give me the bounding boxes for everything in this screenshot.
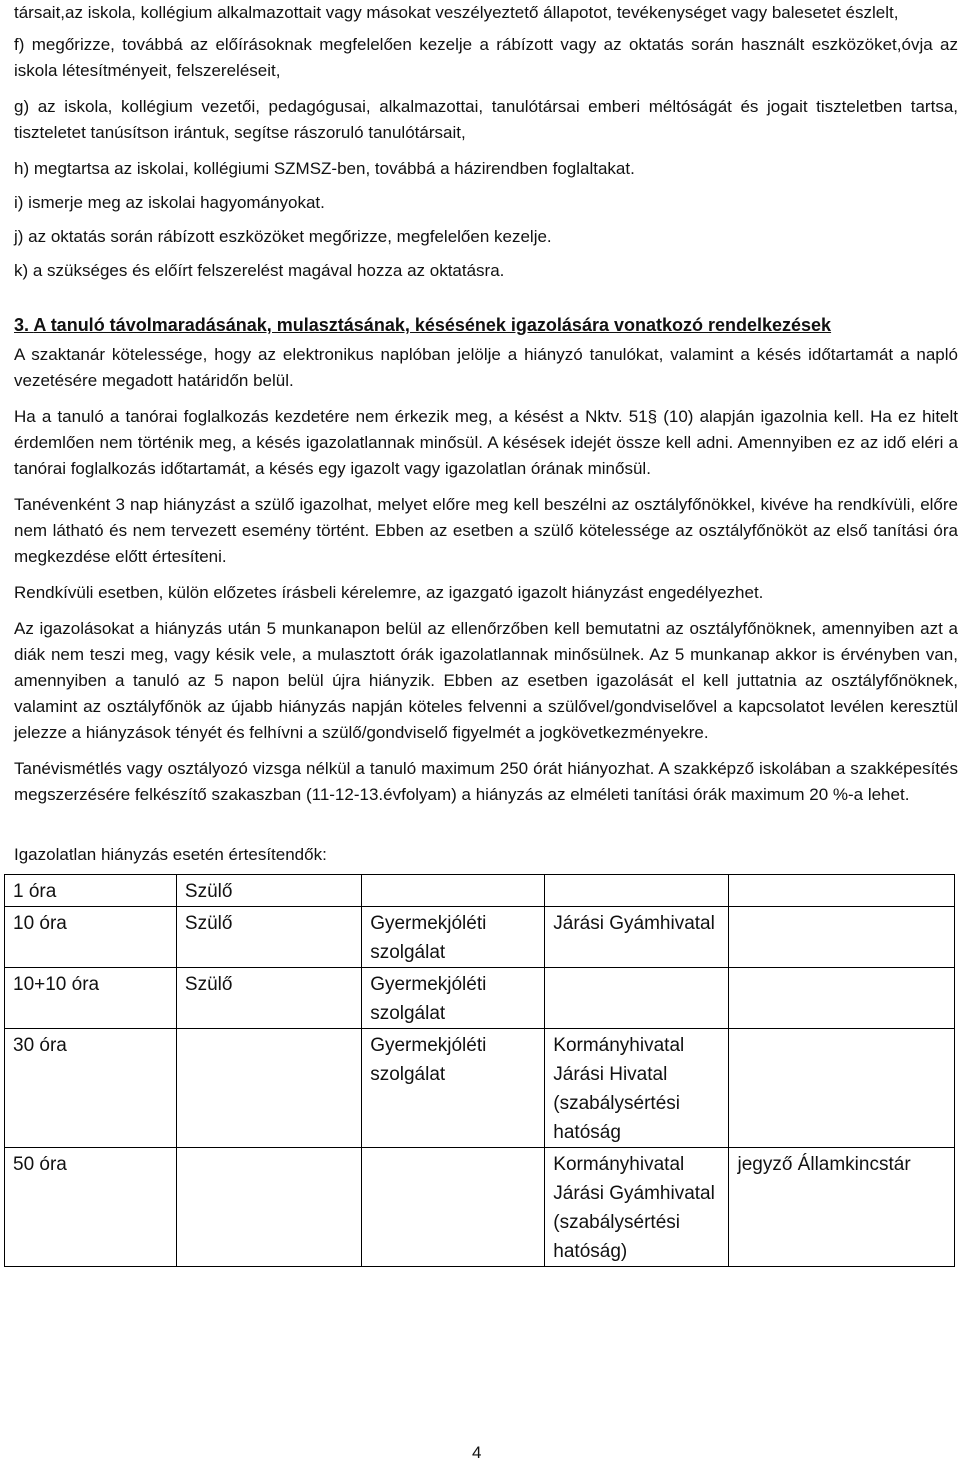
section-heading bbox=[14, 312, 958, 338]
table-cell: Kormányhivatal Járási Gyámhivatal (szabálysértési hatóság) bbox=[545, 1148, 729, 1267]
table-cell: Gyermekjóléti szolgálat bbox=[362, 1029, 545, 1148]
table-cell bbox=[176, 1148, 361, 1267]
table-row bbox=[5, 1029, 955, 1148]
table-cell: 10+10 óra bbox=[5, 968, 177, 1029]
table-row bbox=[5, 1148, 955, 1267]
paragraph: Ha a tanuló a tanórai foglalkozás kezdetére nem érkezik meg, a késést a Nktv. 51§ (10) alapján igazolnia kell. Ha ez hitelt érdemlően nem történik meg, a késés igazolatlannak minősül. A késések idejét össze kell adni. Amennyiben ez az idő eléri a tanórai foglalkozás időtartamát, a késés egy igazolt vagy igazolatlan órának minősül. bbox=[14, 407, 958, 478]
table-cell: Gyermekjóléti szolgálat bbox=[362, 968, 545, 1029]
table-cell: Kormányhivatal Járási Hivatal (szabálysértési hatóság bbox=[545, 1029, 729, 1148]
table-cell: Szülő bbox=[176, 907, 361, 968]
notification-table bbox=[4, 874, 955, 1267]
list-item-i: i) ismerje meg az iskolai hagyományokat. bbox=[14, 193, 325, 212]
table-cell: Járási Gyámhivatal bbox=[545, 907, 729, 968]
table-cell bbox=[729, 907, 955, 968]
table-row bbox=[5, 968, 955, 1029]
table-cell bbox=[176, 1029, 361, 1148]
table-cell bbox=[362, 875, 545, 907]
list-item-k: k) a szükséges és előírt felszerelést magával hozza az oktatásra. bbox=[14, 261, 505, 280]
table-cell bbox=[545, 875, 729, 907]
paragraph: Tanévenként 3 nap hiányzást a szülő igazolhat, melyet előre meg kell beszélni az osztályfőnökkel, kivéve ha rendkívüli, előre nem látható és nem tervezett esemény történt. Ebben az esetben a szülő kötelessége az osztályfőnököt az első tanítási óra megkezdése előtt értesíteni. bbox=[14, 495, 958, 566]
paragraph: Az igazolásokat a hiányzás után 5 munkanapon belül az ellenőrzőben kell bemutatni az osztályfőnöknek, amennyiben azt a diák nem teszi meg, vagy késik vele, a mulasztott órák igazolatlannak minősülnek. Az 5 munkanap akkor is érvényben van, amennyiben a tanuló az 5 napon belül újra hiányzik. Ebben az esetben igazolását el kell juttatnia az osztályfőnöknek, valamint az osztályfőnök az újabb hiányzás napján köteles felvenni a szülővel/gondviselővel a kapcsolatot levélen keresztül jelezze a hiányzások tényét és felhívni a szülő/gondviselő figyelmét a jogkövetkezményekre. bbox=[14, 619, 958, 742]
section-title: A tanuló távolmaradásának, mulasztásának, késésének igazolására vonatkozó rendelkezések bbox=[33, 315, 832, 335]
list-item-h: h) megtartsa az iskolai, kollégiumi SZMSZ-ben, továbbá a házirendben foglaltakat. bbox=[14, 159, 635, 178]
list-item-continued: társait,az iskola, kollégium alkalmazottait vagy másokat veszélyeztető állapotot, tevékenységet vagy balesetet észlelt, bbox=[14, 3, 899, 22]
table-intro: Igazolatlan hiányzás esetén értesítendők: bbox=[14, 845, 327, 864]
table-cell: 50 óra bbox=[5, 1148, 177, 1267]
table-cell: 10 óra bbox=[5, 907, 177, 968]
page-number: 4 bbox=[472, 1443, 482, 1462]
table-cell bbox=[545, 968, 729, 1029]
table-cell: Szülő bbox=[176, 968, 361, 1029]
table-row bbox=[5, 907, 955, 968]
table-cell: jegyző Államkincstár bbox=[729, 1148, 955, 1267]
table-cell bbox=[729, 875, 955, 907]
list-item-g: g) az iskola, kollégium vezetői, pedagógusai, alkalmazottai, tanulótársai emberi méltóságát és jogait tiszteletben tartsa, tiszteletet tanúsítson irántuk, segítse rászoruló tanulótársait, bbox=[14, 97, 958, 142]
document-page bbox=[14, 0, 958, 1267]
list-item-f: f) megőrizze, továbbá az előírásoknak megfelelően kezelje a rábízott vagy az oktatás során használt eszközöket,óvja az iskola létesítményeit, felszereléseit, bbox=[14, 35, 958, 80]
table-row bbox=[5, 875, 955, 907]
table-cell: Szülő bbox=[176, 875, 361, 907]
paragraph: A szaktanár kötelessége, hogy az elektronikus naplóban jelölje a hiányzó tanulókat, valamint a késés időtartamát a napló vezetésére megadott határidőn belül. bbox=[14, 345, 958, 390]
list-item-j: j) az oktatás során rábízott eszközöket megőrizze, megfelelően kezelje. bbox=[14, 227, 552, 246]
table-cell bbox=[362, 1148, 545, 1267]
section-number: 3. bbox=[14, 315, 30, 335]
table-cell: 1 óra bbox=[5, 875, 177, 907]
table-cell bbox=[729, 968, 955, 1029]
paragraph: Rendkívüli esetben, külön előzetes írásbeli kérelemre, az igazgató igazolt hiányzást engedélyezhet. bbox=[14, 583, 764, 602]
table-cell: 30 óra bbox=[5, 1029, 177, 1148]
table-cell: Gyermekjóléti szolgálat bbox=[362, 907, 545, 968]
paragraph: Tanévismétlés vagy osztályozó vizsga nélkül a tanuló maximum 250 órát hiányozhat. A szakképző iskolában a szakképesítés megszerzésére felkészítő szakaszban (11-12-13.évfolyam) a hiányzás az elméleti tanítási órák maximum 20 %-a lehet. bbox=[14, 759, 958, 804]
table-cell bbox=[729, 1029, 955, 1148]
